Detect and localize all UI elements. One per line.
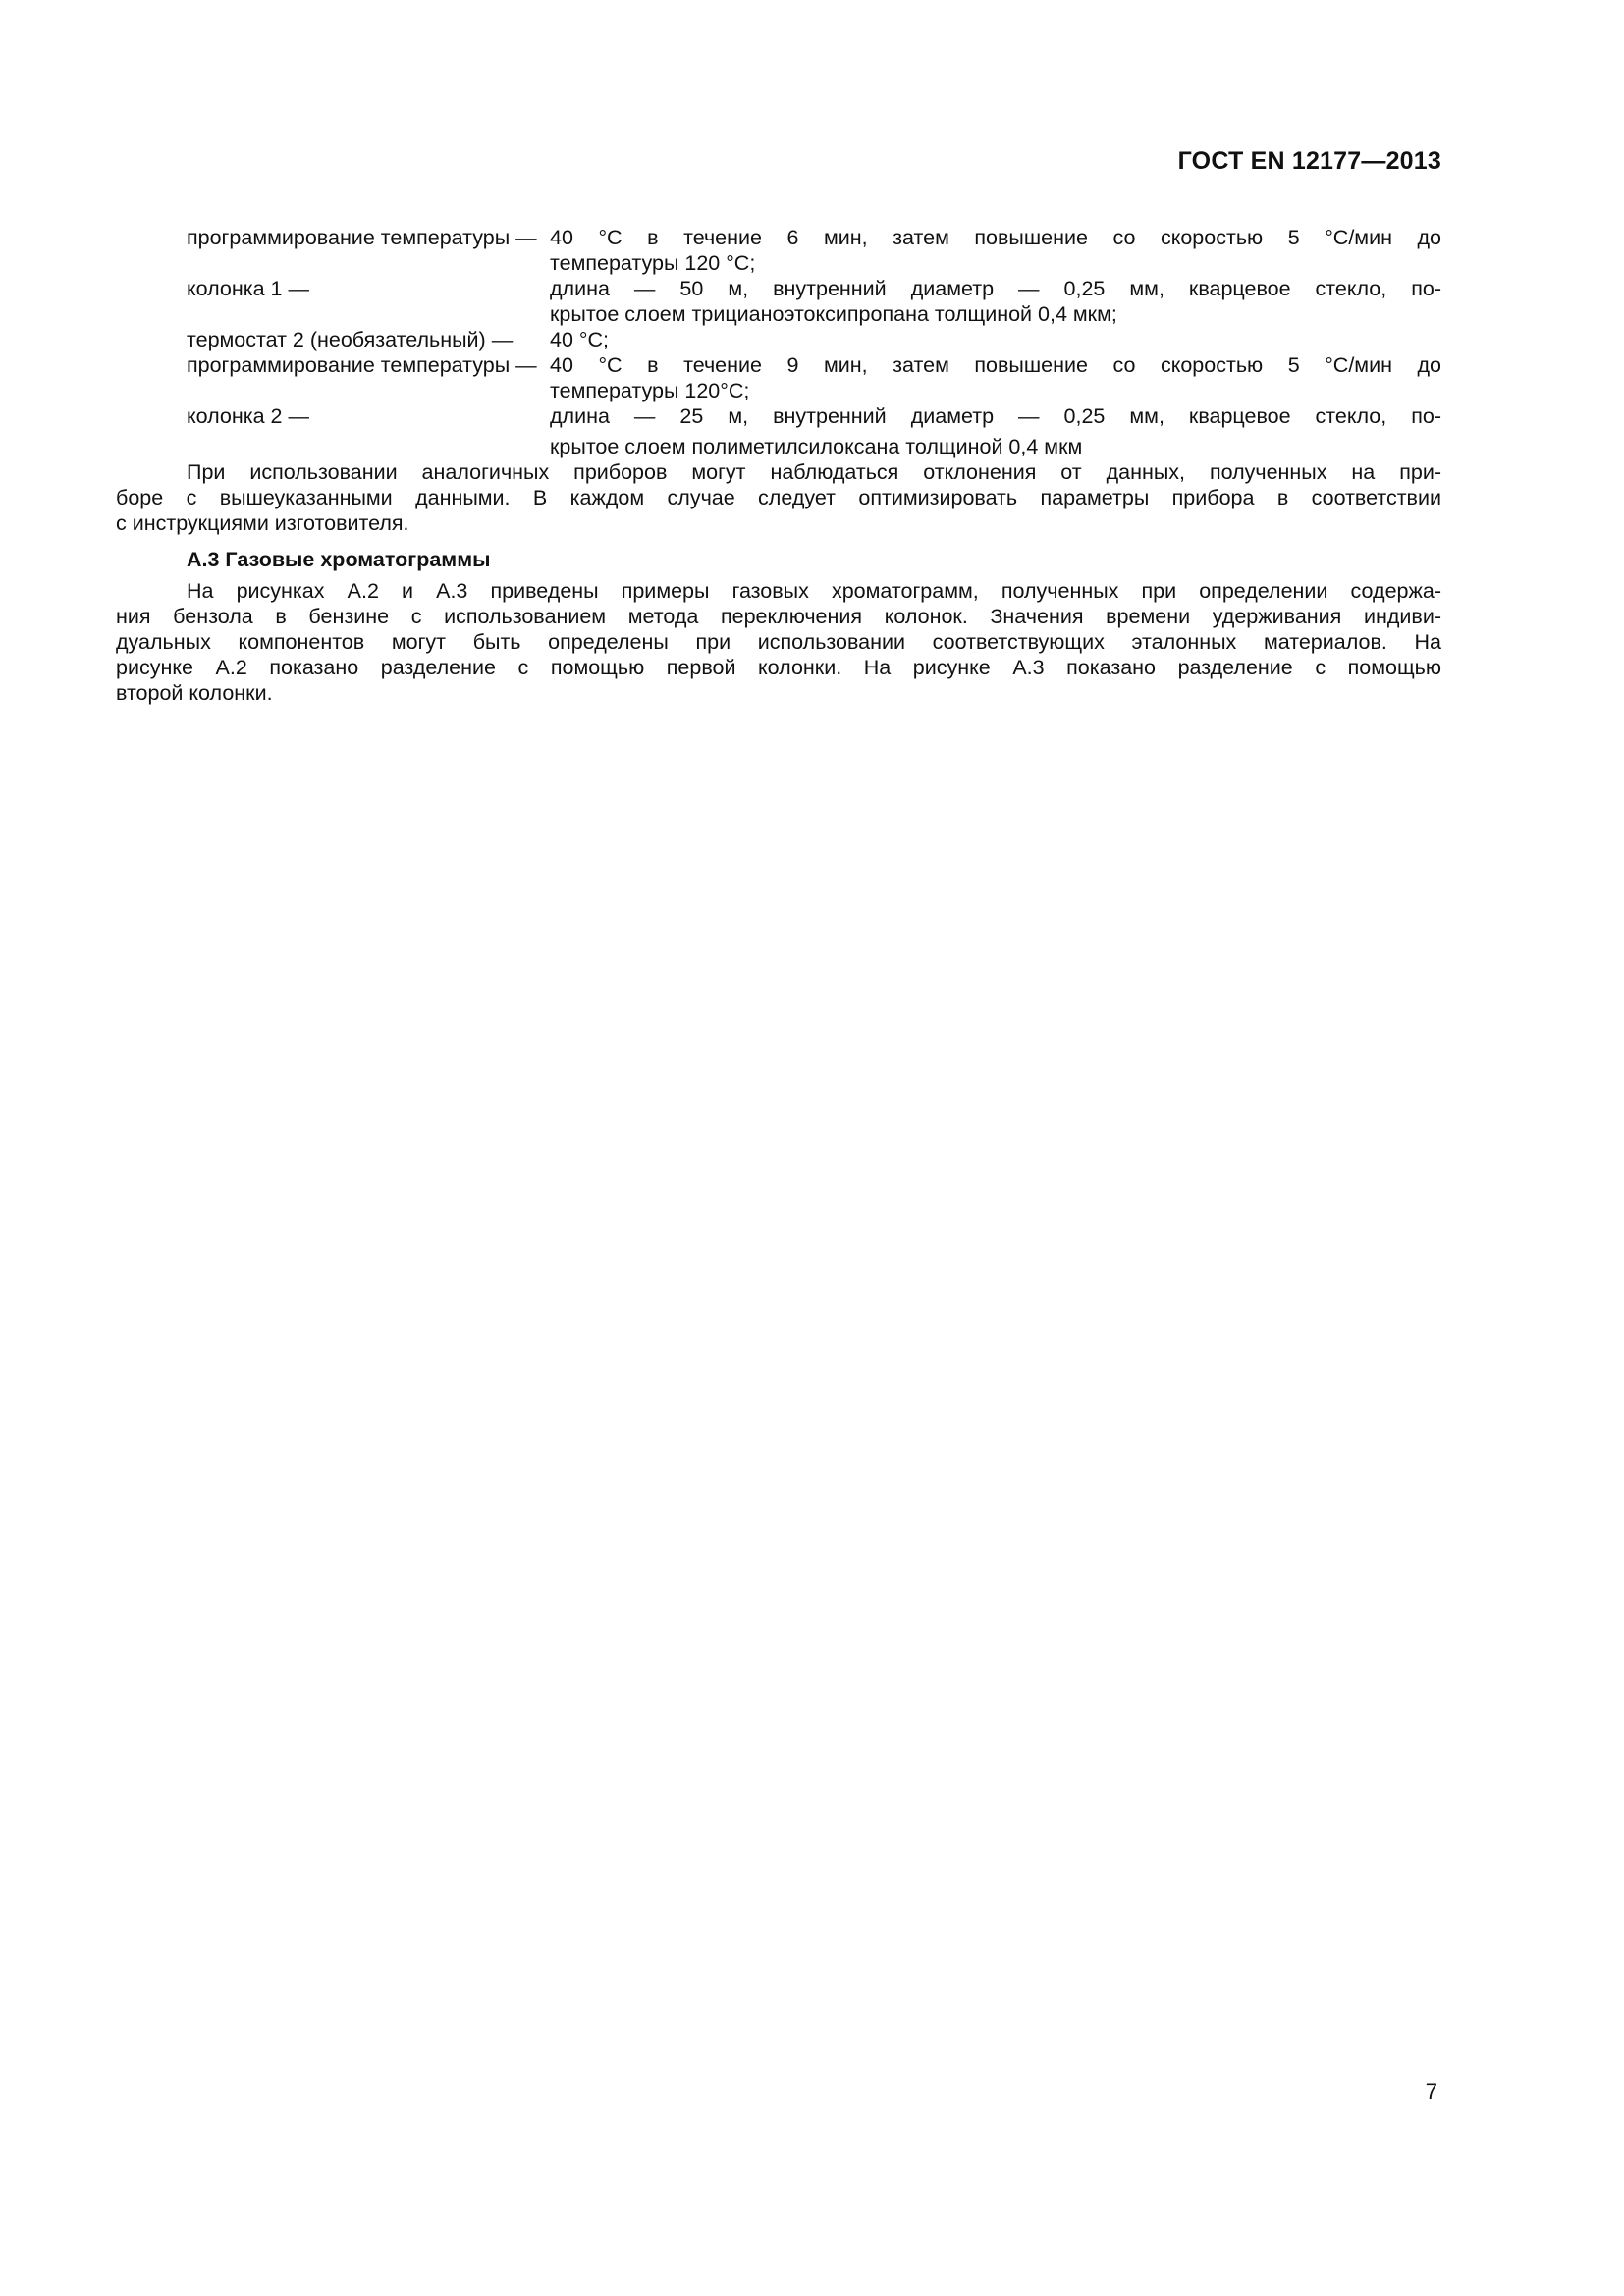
parameter-value-line: температуры 120 °С; (550, 251, 756, 275)
page-number: 7 (1425, 2079, 1437, 2104)
parameter-value-line: температуры 120°С; (550, 379, 750, 402)
note-paragraph (116, 459, 1441, 536)
parameter-label: термостат 2 (необязательный) — (187, 328, 514, 351)
parameter-value-line: длина — 25 м, внутренний диаметр — 0,25 мм, кварцевое стекло, по- (550, 404, 1441, 428)
parameter-label: программирование температуры — (187, 226, 537, 249)
parameter-value (550, 403, 1441, 459)
parameter-row-thermostat-2 (116, 327, 1441, 352)
parameter-value-line: длина — 50 м, внутренний диаметр — 0,25 мм, кварцевое стекло, по- (550, 277, 1441, 300)
document-content (116, 225, 1441, 706)
parameter-label: колонка 2 — (187, 404, 309, 428)
parameter-label: колонка 1 — (187, 277, 309, 300)
section-heading: А.3 Газовые хроматограммы (187, 548, 491, 571)
parameter-value-line: крытое слоем трицианоэтоксипропана толщиной 0,4 мкм; (550, 302, 1117, 326)
parameter-row-temperature-program-1 (116, 225, 1441, 276)
paragraph-line: При использовании аналогичных приборов могут наблюдаться отклонения от данных, полученных на при- (187, 460, 1441, 484)
parameter-value-line: 40 °С в течение 6 мин, затем повышение со скоростью 5 °С/мин до (550, 226, 1441, 249)
parameter-value-line: 40 °С в течение 9 мин, затем повышение со скоростью 5 °С/мин до (550, 353, 1441, 377)
parameter-row-temperature-program-2 (116, 352, 1441, 403)
paragraph-line: ния бензола в бензине с использованием метода переключения колонок. Значения времени удерживания индиви- (116, 605, 1441, 628)
paragraph-line: рисунке А.2 показано разделение с помощью первой колонки. На рисунке А.3 показано разделение с помощью (116, 656, 1441, 679)
paragraph-line: с инструкциями изготовителя. (116, 511, 409, 535)
paragraph-line: боре с вышеуказанными данными. В каждом случае следует оптимизировать параметры прибора в соответствии (116, 486, 1441, 509)
parameter-value (550, 352, 1441, 403)
paragraph-line: второй колонки. (116, 681, 273, 705)
section-paragraph (116, 578, 1441, 706)
parameter-row-column-2 (116, 403, 1441, 459)
paragraph-line: дуальных компонентов могут быть определены при использовании соответствующих эталонных материалов. На (116, 630, 1441, 654)
parameter-value (550, 225, 1441, 276)
parameter-value-line: крытое слоем полиметилсилоксана толщиной 0,4 мкм (550, 435, 1083, 458)
parameter-value-line: 40 °С; (550, 328, 609, 351)
parameter-value (550, 327, 1441, 352)
document-header-title: ГОСТ EN 12177—2013 (1177, 147, 1441, 175)
parameter-row-column-1 (116, 276, 1441, 327)
parameter-list (116, 225, 1441, 459)
parameter-value (550, 276, 1441, 327)
paragraph-line: На рисунках А.2 и А.3 приведены примеры газовых хроматограмм, полученных при определении содержа- (187, 579, 1441, 603)
parameter-label: программирование температуры — (187, 353, 537, 377)
